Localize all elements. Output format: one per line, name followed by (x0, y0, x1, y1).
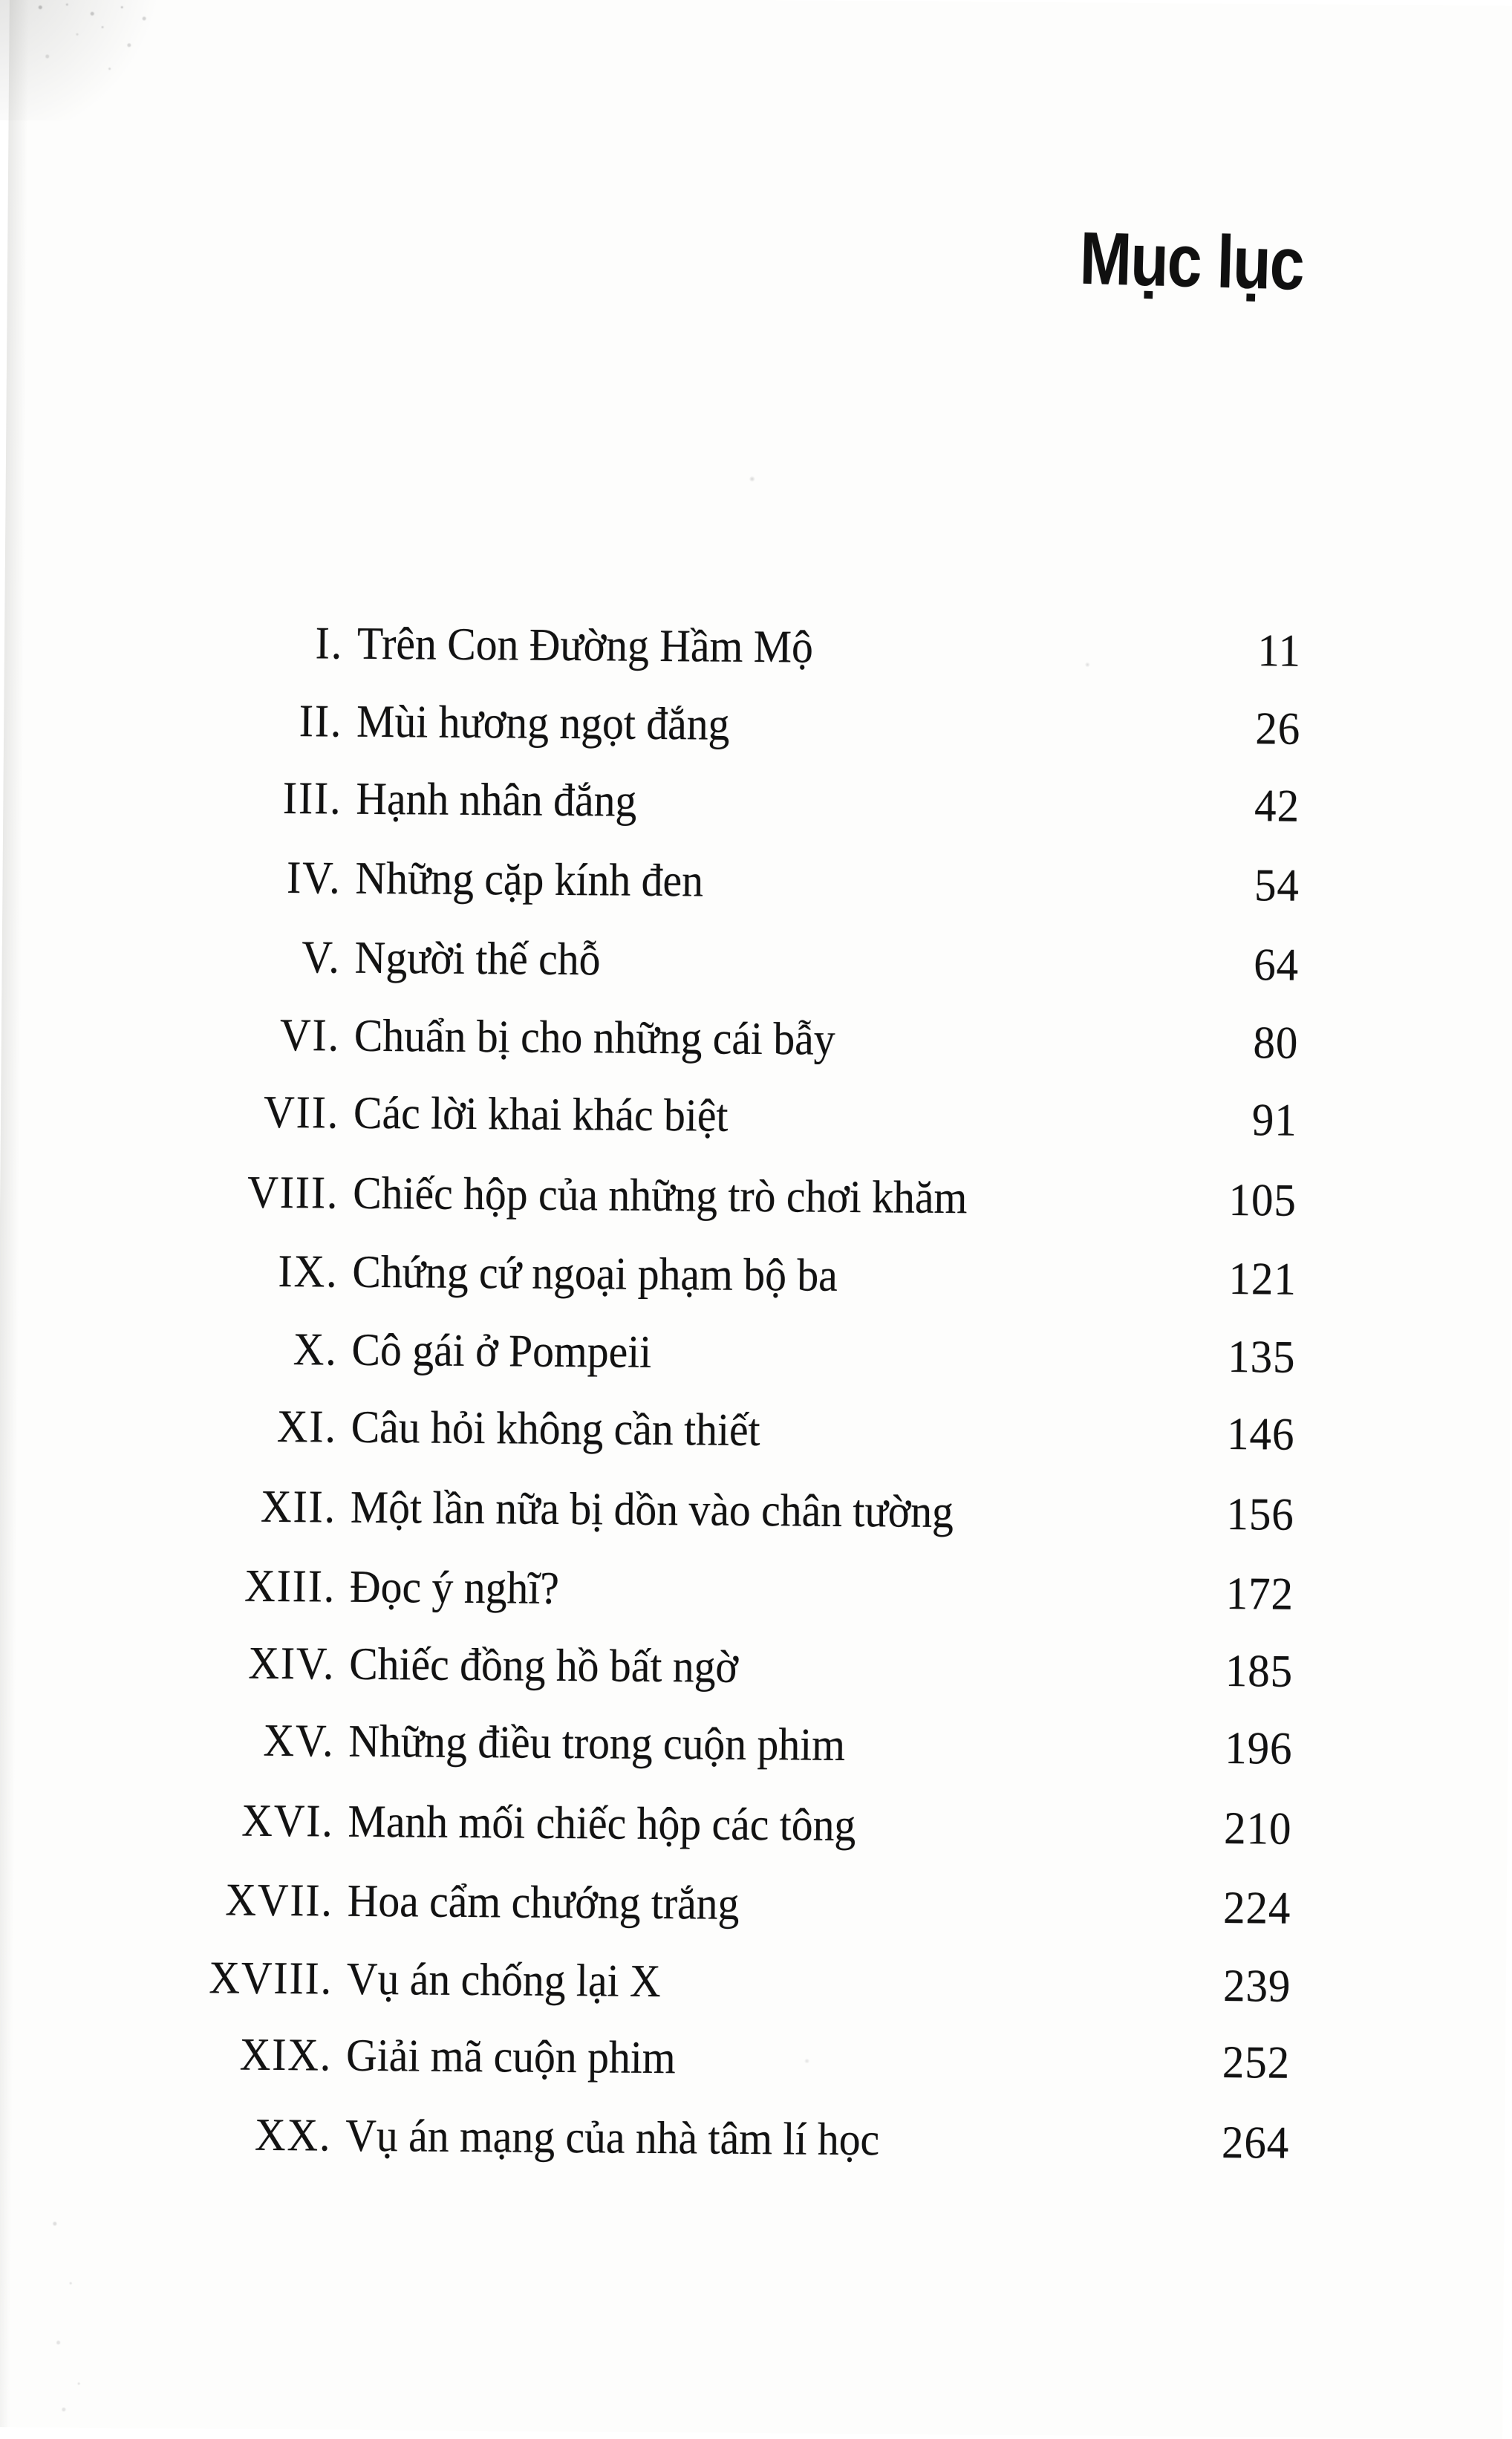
chapter-title: Chiếc đồng hồ bất ngờ (348, 1639, 739, 1693)
chapter-page-number: 42 (1254, 780, 1300, 832)
chapter-title: Vụ án chống lại X (346, 1953, 661, 2007)
chapter-numeral: X. (293, 1324, 338, 1375)
chapter-title: Các lời khai khác biệt (353, 1087, 729, 1142)
toc-entry (172, 1073, 1298, 1161)
chapter-page-number: 210 (1224, 1803, 1292, 1855)
toc-entry (165, 1938, 1291, 2026)
chapter-title: Đọc ý nghĩ? (349, 1561, 560, 1614)
chapter-numeral: II. (299, 695, 343, 747)
ink-speck (749, 476, 755, 482)
table-of-contents (163, 603, 1302, 2184)
chapter-title: Những điều trong cuộn phim (348, 1716, 846, 1771)
chapter-page-number: 11 (1257, 625, 1302, 677)
toc-entry (168, 1546, 1294, 1634)
chapter-numeral: XV. (263, 1715, 335, 1767)
chapter-title: Vụ án mạng của nhà tâm lí học (345, 2110, 880, 2166)
toc-entry (163, 2096, 1290, 2184)
chapter-numeral: VI. (279, 1009, 341, 1061)
toc-entry (174, 758, 1300, 846)
chapter-page-number: 135 (1228, 1332, 1296, 1383)
chapter-page-number: 239 (1222, 1960, 1291, 2012)
chapter-title: Câu hỏi không cần thiết (351, 1401, 760, 1456)
scan-dust-top-left (30, 1, 33, 4)
chapter-title: Giải mã cuộn phim (345, 2031, 676, 2084)
toc-entry (164, 2016, 1291, 2103)
chapter-numeral: IV. (286, 853, 342, 904)
chapter-page-number: 26 (1255, 703, 1301, 755)
toc-entry (169, 1387, 1295, 1475)
chapter-numeral: XII. (260, 1481, 337, 1533)
scan-corner-smudge (0, 0, 188, 122)
chapter-title: Chuẩn bị cho những cái bẫy (353, 1010, 835, 1065)
chapter-numeral: XIII. (244, 1560, 336, 1612)
toc-entry (167, 1624, 1294, 1712)
chapter-page-number: 196 (1224, 1723, 1293, 1774)
chapter-page-number: 64 (1253, 940, 1299, 991)
toc-entry (169, 1310, 1296, 1398)
chapter-page-number: 252 (1222, 2037, 1291, 2089)
chapter-numeral: XI. (276, 1401, 338, 1453)
chapter-page-number: 156 (1226, 1488, 1295, 1540)
chapter-page-number: 172 (1225, 1568, 1294, 1620)
chapter-numeral: XX. (254, 2109, 332, 2161)
chapter-page-number: 121 (1228, 1254, 1297, 1306)
page-title: Mục lục (1078, 216, 1305, 306)
chapter-title: Chiếc hộp của những trò chơi khăm (352, 1168, 968, 1223)
chapter-page-number: 80 (1252, 1017, 1299, 1069)
chapter-numeral: XVII. (225, 1875, 334, 1927)
chapter-page-number: 146 (1227, 1408, 1295, 1460)
toc-entry (165, 1861, 1291, 1949)
chapter-numeral: IX. (278, 1246, 339, 1297)
toc-entry (170, 1232, 1297, 1320)
chapter-title: Một lần nữa bị dồn vào chân tường (350, 1482, 954, 1537)
scan-dust-bottom-left (48, 2193, 50, 2195)
chapter-numeral: XVIII. (209, 1952, 333, 2005)
chapter-numeral: XIX. (239, 2029, 333, 2081)
chapter-numeral: III. (282, 772, 342, 824)
toc-entry (172, 918, 1299, 1006)
chapter-page-number: 54 (1254, 860, 1300, 912)
chapter-numeral: XIV. (248, 1638, 336, 1690)
chapter-title: Hạnh nhân đắng (356, 773, 637, 827)
toc-entry (168, 1468, 1294, 1555)
chapter-page-number: 91 (1251, 1095, 1298, 1146)
toc-entry (175, 682, 1301, 769)
chapter-page-number: 185 (1225, 1646, 1294, 1698)
chapter-numeral: I. (315, 618, 344, 669)
chapter-title: Mùi hương ngọt đắng (356, 696, 730, 750)
chapter-title: Manh mối chiếc hộp các tông (348, 1796, 856, 1852)
chapter-numeral: VIII. (247, 1167, 339, 1219)
chapter-title: Những cặp kính đen (355, 853, 704, 907)
chapter-title: Hoa cẩm chướng trắng (347, 1875, 740, 1930)
chapter-title: Trên Con Đường Hầm Mộ (356, 618, 814, 673)
chapter-page-number: 264 (1221, 2117, 1290, 2169)
chapter-page-number: 105 (1228, 1174, 1297, 1226)
toc-entry (172, 996, 1298, 1084)
toc-entry (173, 838, 1300, 926)
toc-entry (166, 1782, 1292, 1869)
chapter-title: Cô gái ở Pompeii (351, 1324, 652, 1378)
toc-entry (175, 604, 1302, 691)
scan-edge-shadow (0, 0, 29, 2427)
chapter-title: Chứng cứ ngoại phạm bộ ba (352, 1247, 838, 1302)
chapter-numeral: XVI. (241, 1795, 334, 1847)
chapter-numeral: V. (302, 932, 341, 983)
chapter-page-number: 224 (1223, 1882, 1291, 1934)
toc-entry (166, 1702, 1293, 1789)
toc-entry (171, 1153, 1297, 1240)
chapter-title: Người thế chỗ (354, 932, 601, 986)
chapter-numeral: VII. (263, 1087, 340, 1139)
